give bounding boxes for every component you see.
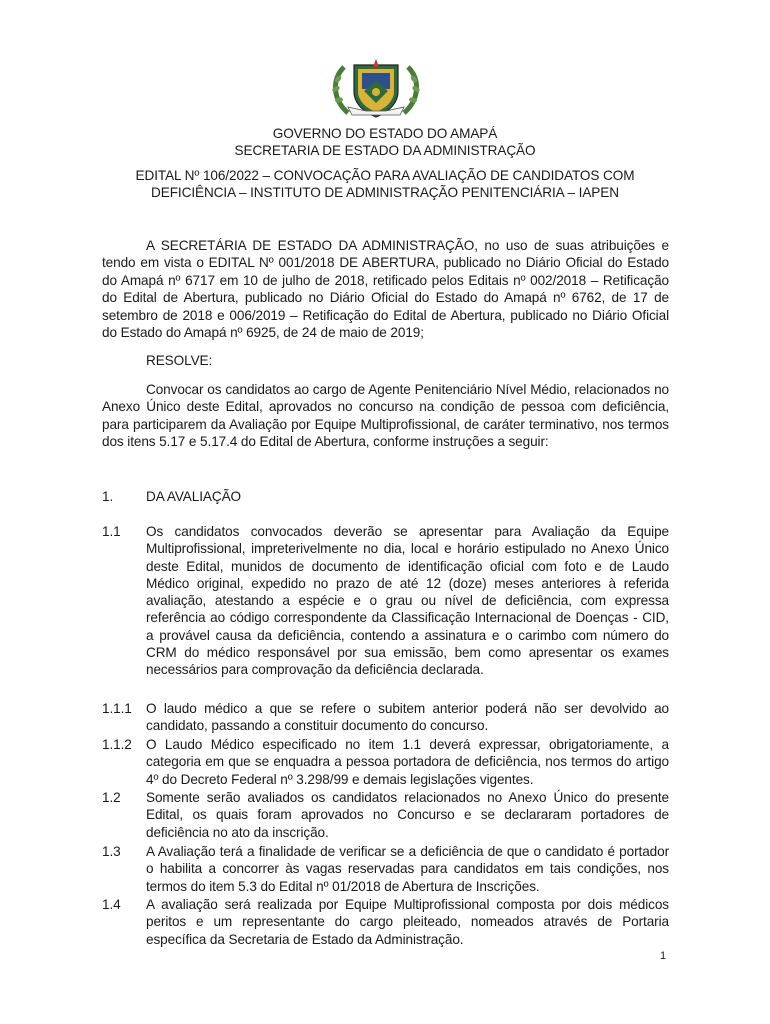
resolve-heading: RESOLVE: xyxy=(146,353,213,368)
edital-title xyxy=(100,168,670,202)
list-item xyxy=(102,736,669,788)
edital-title-line-2: DEFICIÊNCIA – INSTITUTO DE ADMINISTRAÇÃO PENITENCIÁRIA – IAPEN xyxy=(151,184,619,200)
item-number: 1.4 xyxy=(102,897,121,912)
item-number: 1.1 xyxy=(102,524,121,539)
item-number: 1.3 xyxy=(102,844,121,859)
item-text: O laudo médico a que se refere o subitem anterior poderá não ser devolvido ao candidato, passando a constituir documento do concurso. xyxy=(146,701,669,734)
section-number: 1. xyxy=(102,489,114,504)
list-item xyxy=(102,700,669,735)
list-item xyxy=(102,523,669,679)
list-item xyxy=(102,843,669,895)
list-item xyxy=(102,896,669,948)
state-coat-of-arms-icon xyxy=(326,55,426,119)
intro-paragraph: A SECRETÁRIA DE ESTADO DA ADMINISTRAÇÃO, no uso de suas atribuições e tendo em vista o EDITAL Nº 001/2018 DE ABERTURA, publicado no Diário Oficial do Estado do Amapá nº 6717 em 10 de julho de 2018, retificado pelos Editais nº 002/2018 – Retificação do Edital de Abertura, publicado no Diário Oficial do Estado do Amapá nº 6762, de 17 de setembro de 2018 e 006/2019 – Retificação do Edital de Abertura, publicado no Diário Oficial do Estado do Amapá nº 6925, de 24 de maio de 2019; xyxy=(102,238,669,341)
item-text: O Laudo Médico especificado no item 1.1 deverá expressar, obrigatoriamente, a categoria em que se enquadra a pessoa portadora de deficiência, nos termos do artigo 4º do Decreto Federal nº 3.298/99 e demais legislações vigentes. xyxy=(146,737,669,787)
item-text: A avaliação será realizada por Equipe Multiprofissional composta por dois médicos peritos e um representante do cargo pleiteado, nomeados através de Portaria específica da Secretaria de Estado da Administração. xyxy=(146,897,669,947)
page-number: 1 xyxy=(660,950,667,962)
header-line-2: SECRETARIA DE ESTADO DA ADMINISTRAÇÃO xyxy=(234,142,536,158)
item-number: 1.2 xyxy=(102,790,121,805)
header-government xyxy=(100,126,670,160)
item-text: Os candidatos convocados deverão se apresentar para Avaliação da Equipe Multiprofissional, impreterivelmente no dia, local e horário estipulado no Anexo Único deste Edital, munidos de documento de identificação oficial com foto e de Laudo Médico original, expedido no prazo de até 12 (doze) meses anteriores à referida avaliação, atestando a espécie e o grau ou nível de deficiência, com expressa referência ao código correspondente da Classificação Internacional de Doenças - CID, a provável causa da deficiência, contendo a assinatura e o carimbo com número do CRM do médico responsável por sua emissão, bem como apresentar os exames necessários para comprovação da deficiência declarada. xyxy=(146,524,669,678)
header-line-1: GOVERNO DO ESTADO DO AMAPÁ xyxy=(272,126,498,141)
item-text: Somente serão avaliados os candidatos relacionados no Anexo Único do presente Edital, os quais foram aprovados no Concurso e se declararam portadores de deficiência no ato da inscrição. xyxy=(146,790,669,840)
section-heading xyxy=(102,488,669,505)
list-item xyxy=(102,789,669,841)
item-text: A Avaliação terá a finalidade de verificar se a deficiência de que o candidato é portador o habilita a concorrer às vagas reservadas para candidatos em tais condições, nos termos do item 5.3 do Edital nº 01/2018 de Abertura de Inscrições. xyxy=(146,844,669,894)
item-number: 1.1.1 xyxy=(102,701,132,716)
edital-title-line-1: EDITAL Nº 106/2022 – CONVOCAÇÃO PARA AVALIAÇÃO DE CANDIDATOS COM xyxy=(135,168,635,183)
item-number: 1.1.2 xyxy=(102,737,132,752)
convocation-paragraph: Convocar os candidatos ao cargo de Agente Penitenciário Nível Médio, relacionados no Anexo Único deste Edital, aprovados no concurso na condição de pessoa com deficiência, para participarem da Avaliação por Equipe Multiprofissional, de caráter terminativo, nos termos dos itens 5.17 e 5.17.4 do Edital de Abertura, conforme instruções a seguir: xyxy=(102,382,669,450)
section-title: DA AVALIAÇÃO xyxy=(146,489,242,504)
